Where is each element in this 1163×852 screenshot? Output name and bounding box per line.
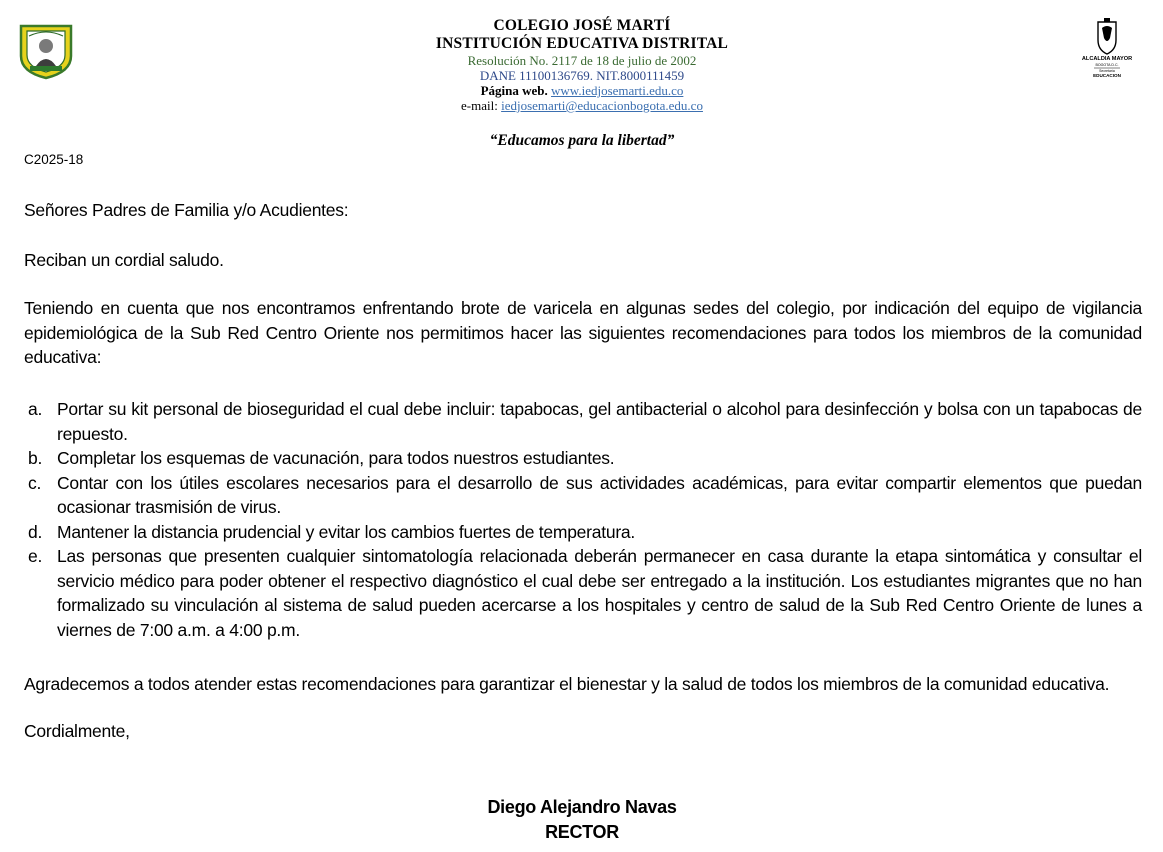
list-item-text: Mantener la distancia prudencial y evitar los cambios fuertes de temperatura. bbox=[57, 521, 635, 542]
dane-nit-line: DANE 11100136769. NIT.8000111459 bbox=[479, 68, 685, 83]
greeting: Señores Padres de Familia y/o Acudientes: bbox=[24, 200, 349, 220]
list-item bbox=[24, 446, 1142, 471]
web-line bbox=[282, 83, 882, 98]
signer-title: RECTOR bbox=[545, 822, 619, 842]
logo-right-line1: ALCALDIA MAYOR bbox=[1081, 56, 1133, 62]
list-item bbox=[24, 397, 1142, 446]
list-item bbox=[24, 471, 1142, 520]
logo-right-line4: EDUCACION bbox=[1093, 73, 1121, 78]
list-marker: e. bbox=[28, 546, 43, 566]
bogota-coat-of-arms-icon bbox=[1074, 16, 1140, 78]
list-item-text: Contar con los útiles escolares necesarios para el desarrollo de sus actividades académicas, para evitar compartir elementos que puedan ocasionar trasmisión de virus. bbox=[57, 472, 1142, 517]
school-name: COLEGIO JOSÉ MARTÍ bbox=[493, 17, 671, 34]
intro-paragraph: Teniendo en cuenta que nos encontramos enfrentando brote de varicela en algunas sedes del colegio, por indicación del equipo de vigilancia epidemiológica de la Sub Red Centro Oriente nos permitimos hacer las siguientes recomendaciones para todos los miembros de la comunidad educativa: bbox=[24, 298, 1142, 367]
list-item bbox=[24, 544, 1142, 642]
email-line bbox=[282, 98, 882, 113]
thanks-paragraph: Agradecemos a todos atender estas recomendaciones para garantizar el bienestar y la salud de todos los miembros de la comunidad educativa. bbox=[24, 674, 1110, 694]
recommendations-list bbox=[24, 397, 1142, 642]
list-item-text: Las personas que presenten cualquier sintomatología relacionada deberán permanecer en casa durante la etapa sintomática y consultar el servicio médico para poder obtener el respectivo diagnóstico el cual debe ser entregado a la institución. Los estudiantes migrantes que no han formalizado su vinculación al sistema de salud pueden acercarse a los hospitales y centro de salud de la Sub Red Centro Oriente de lunes a viernes de 7:00 a.m. a 4:00 p.m. bbox=[57, 546, 1142, 640]
closing: Cordialmente, bbox=[24, 721, 130, 741]
signer-name: Diego Alejandro Navas bbox=[487, 797, 677, 817]
list-item-text: Portar su kit personal de bioseguridad el cual debe incluir: tapabocas, gel antibacterial o alcohol para desinfección y bolsa con un tapabocas de repuesto. bbox=[57, 399, 1142, 444]
logo-right-line2: BOGOTA D.C. bbox=[1095, 63, 1119, 67]
school-crest-icon bbox=[17, 22, 75, 80]
institution-name: INSTITUCIÓN EDUCATIVA DISTRITAL bbox=[435, 35, 729, 52]
web-link[interactable]: www.iedjosemarti.edu.co bbox=[551, 83, 684, 98]
email-label: e-mail: bbox=[461, 98, 498, 113]
salutation: Reciban un cordial saludo. bbox=[24, 250, 224, 270]
list-marker: d. bbox=[28, 521, 43, 542]
resolution-line: Resolución No. 2117 de 18 de julio de 2002 bbox=[467, 53, 697, 68]
list-marker: b. bbox=[28, 448, 43, 468]
email-link[interactable]: iedjosemarti@educacionbogota.edu.co bbox=[501, 98, 703, 113]
list-item bbox=[24, 520, 1142, 545]
signature-block bbox=[432, 795, 732, 845]
web-label: Página web. bbox=[480, 83, 548, 98]
list-item-text: Completar los esquemas de vacunación, para todos nuestros estudiantes. bbox=[57, 448, 615, 468]
logo-right-line3: Secretaría bbox=[1099, 69, 1115, 73]
list-marker: c. bbox=[28, 472, 42, 493]
document-code: C2025-18 bbox=[24, 152, 84, 167]
school-motto: “Educamos para la libertad” bbox=[489, 132, 675, 149]
list-marker: a. bbox=[28, 399, 43, 419]
letterhead bbox=[282, 17, 882, 113]
